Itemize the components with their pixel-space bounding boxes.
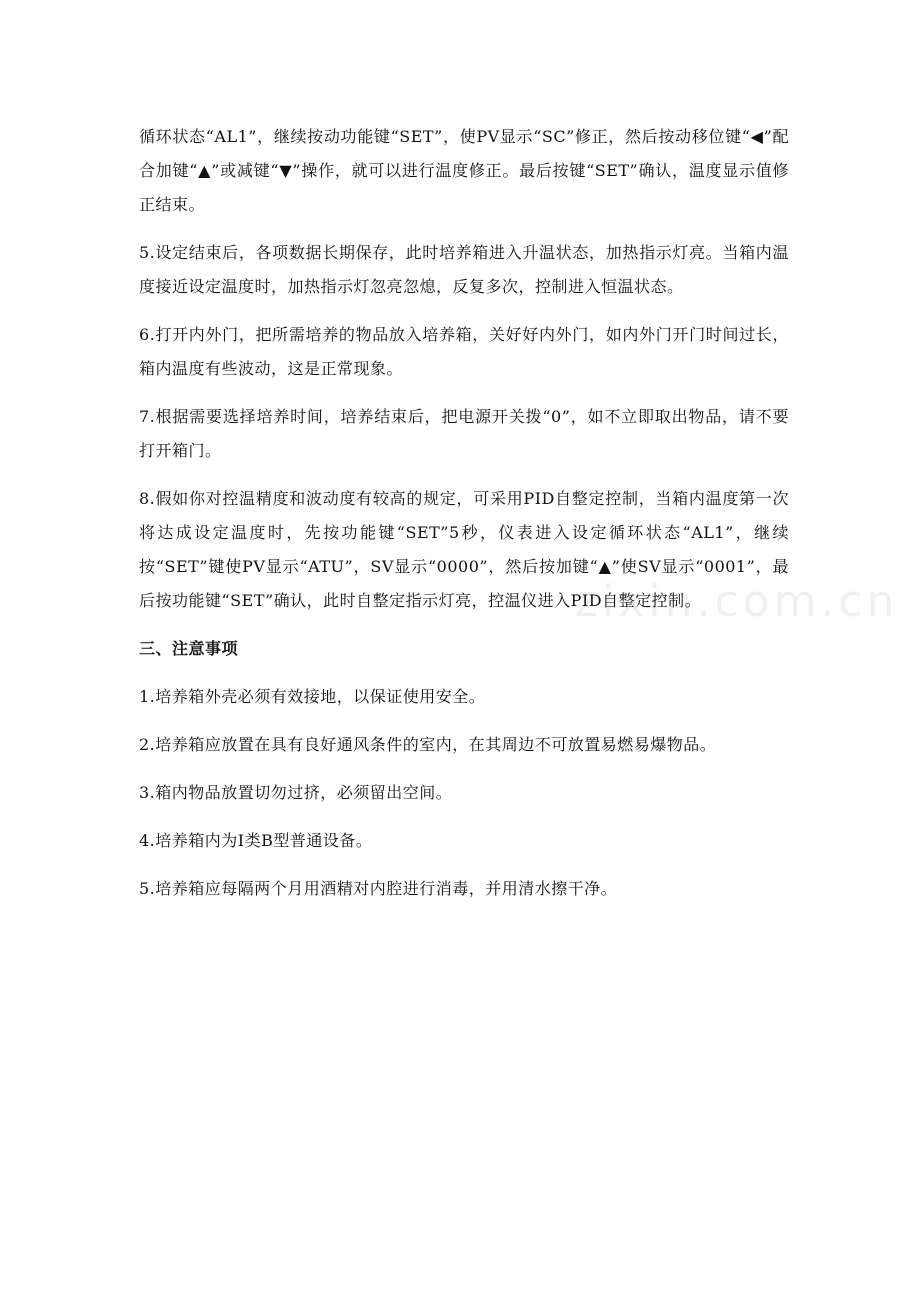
watermark: zixin.com.cn [575,576,899,627]
paragraph-step-5: 5.设定结束后，各项数据长期保存，此时培养箱进入升温状态，加热指示灯亮。当箱内温度接近设定温度时，加热指示灯忽亮忽熄，反复多次，控制进入恒温状态。 [139,243,789,296]
precaution-item-5: 5.培养箱应每隔两个月用酒精对内腔进行消毒，并用清水擦干净。 [139,879,618,898]
paragraph-step-8: 8.假如你对控温精度和波动度有较高的规定，可采用PID自整定控制，当箱内温度第一次将达成设定温度时，先按功能键“SET”5秒，仪表进入设定循环状态“AL1”，继续按“SET”键使PV显示“ATU”，SV显示“0000”，然后按加键“▲”使SV显示“0001”，最后按功能键“SET”确认，此时自整定指示灯亮，控温仪进入PID自整定控制。 [139,489,789,610]
paragraph-step-7: 7.根据需要选择培养时间，培养结束后，把电源开关拨“0”，如不立即取出物品，请不要打开箱门。 [139,407,789,460]
precaution-item-3: 3.箱内物品放置切勿过挤，必须留出空间。 [139,783,453,802]
precaution-item-4: 4.培养箱内为Ⅰ类B型普通设备。 [139,831,373,850]
precaution-item-1: 1.培养箱外壳必须有效接地，以保证使用安全。 [139,687,486,706]
document-body [139,120,789,920]
paragraph-temperature-correction: 循环状态“AL1”，继续按动功能键“SET”，使PV显示“SC”修正，然后按动移位键“◀”配合加键“▲”或减键“▼”操作，就可以进行温度修正。最后按键“SET”确认，温度显示值修正结束。 [139,127,789,214]
paragraph-step-6: 6.打开内外门，把所需培养的物品放入培养箱，关好好内外门，如内外门开门时间过长，箱内温度有些波动，这是正常现象。 [139,325,789,378]
precaution-item-2: 2.培养箱应放置在具有良好通风条件的室内，在其周边不可放置易燃易爆物品。 [139,735,717,754]
section-heading-precautions: 三、注意事项 [139,639,239,658]
